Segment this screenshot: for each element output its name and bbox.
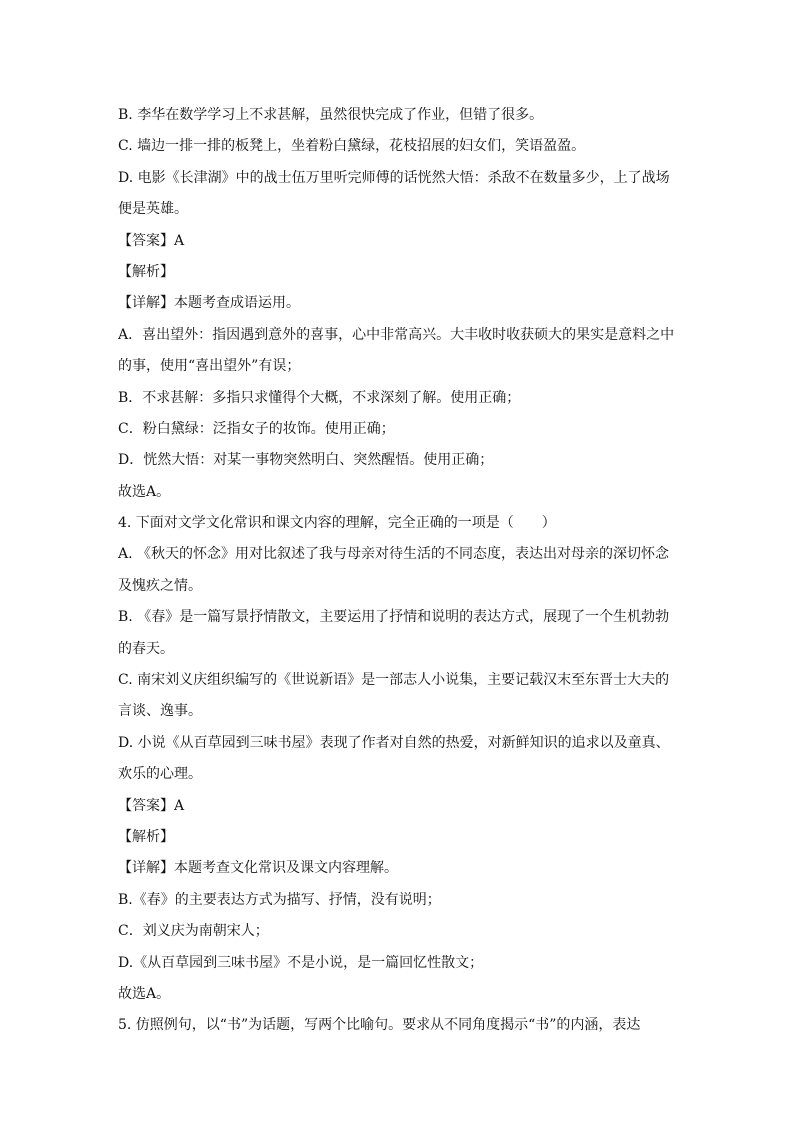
text-line: 言谈、逸事。 — [118, 703, 202, 720]
text-line: 5. 仿照例句，以“书”为话题，写两个比喻句。要求从不同角度揭示“书”的内涵，表达 — [118, 1017, 641, 1034]
text-line: D. 小说《从百草园到三味书屋》表现了作者对自然的热爱，对新鲜知识的追求以及童真、 — [118, 734, 670, 751]
text-line: C．粉白黛绿：泛指女子的妆饰。使用正确； — [118, 420, 395, 437]
text-line: 便是英雄。 — [118, 201, 188, 218]
text-line: 【答案】A — [118, 232, 185, 249]
text-line: C. 南宋刘义庆组织编写的《世说新语》是一部志人小说集，主要记载汉末至东晋士大夫的 — [118, 672, 670, 689]
text-line: 的事，使用“喜出望外”有误； — [118, 358, 301, 375]
text-line: 欢乐的心理。 — [118, 766, 202, 783]
text-line: B. 《春》是一篇写景抒情散文，主要运用了抒情和说明的表达方式，展现了一个生机勃勃 — [118, 609, 670, 626]
text-line: 故选A。 — [118, 483, 171, 500]
text-line: 4. 下面对文学文化常识和课文内容的理解，完全正确的一项是（ ） — [118, 515, 556, 532]
text-line: C. 墙边一排一排的板凳上，坐着粉白黛绿，花枝招展的妇女们，笑语盈盈。 — [118, 138, 586, 155]
text-line: 故选A。 — [118, 985, 171, 1002]
text-line: C．刘义庆为南朝宋人； — [118, 923, 269, 940]
text-line: A. 《秋天的怀念》用对比叙述了我与母亲对待生活的不同态度，表达出对母亲的深切怀念 — [118, 546, 670, 563]
text-line: D. 电影《长津湖》中的战士伍万里听完师傅的话恍然大悟：杀敌不在数量多少，上了战场 — [118, 169, 670, 186]
text-line: 【详解】本题考查文化常识及课文内容理解。 — [118, 860, 398, 877]
text-line: 【详解】本题考查成语运用。 — [118, 295, 300, 312]
text-line: B．不求甚解：多指只求懂得个大概，不求深刻了解。使用正确； — [118, 389, 521, 406]
text-line: B. 李华在数学学习上不求甚解，虽然很快完成了作业，但错了很多。 — [118, 107, 544, 123]
text-line: D．恍然大悟：对某一事物突然明白、突然醒悟。使用正确； — [118, 452, 494, 469]
text-line: A．喜出望外：指因遇到意外的喜事，心中非常高兴。大丰收时收获硕大的果实是意料之中 — [118, 326, 675, 343]
text-line: 【解析】 — [118, 263, 174, 280]
text-line: B.《春》的主要表达方式为描写、抒情，没有说明； — [118, 891, 441, 908]
document-body — [118, 100, 678, 1042]
text-line: 【答案】A — [118, 797, 185, 814]
text-line: D.《从百草园到三味书屋》不是小说，是一篇回忆性散文； — [118, 954, 484, 971]
text-line: 【解析】 — [118, 828, 174, 845]
text-line: 的春天。 — [118, 640, 174, 657]
text-line: 及愧疚之情。 — [118, 577, 202, 594]
